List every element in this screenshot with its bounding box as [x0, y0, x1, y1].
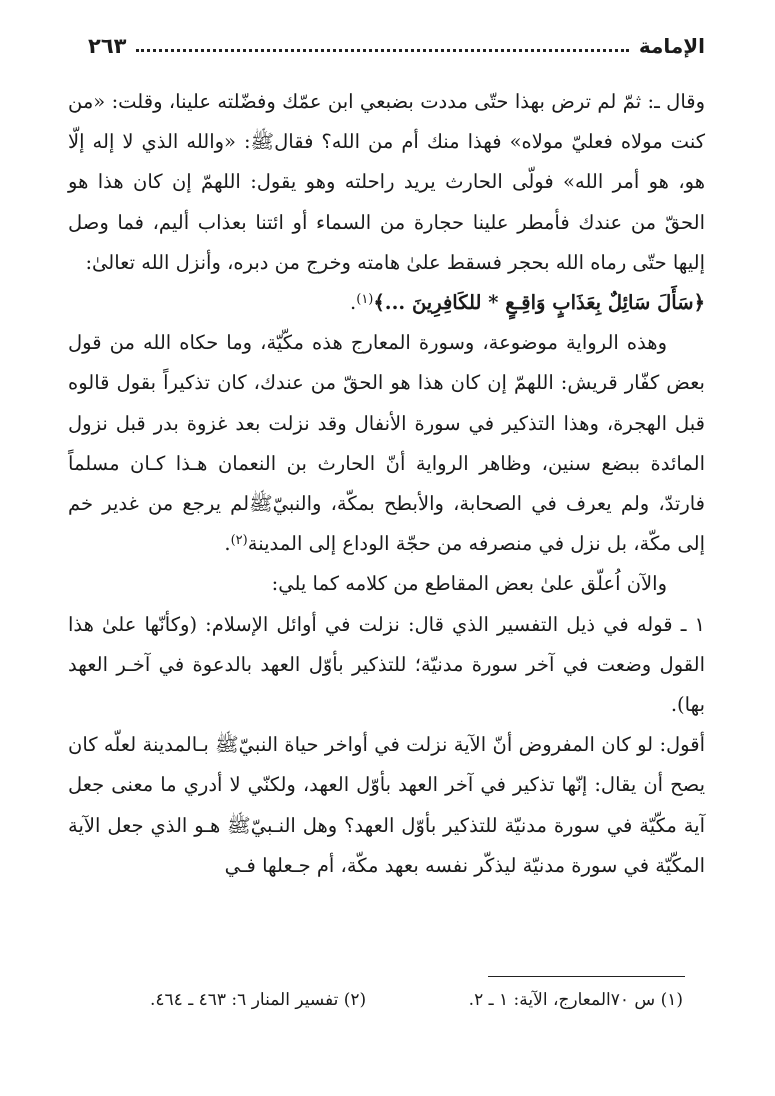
paragraph-1: وقال ـ: ثمّ لم ترض بهذا حتّى مددت بضبعي ابن عمّك وفضّلته علينا، وقلت: «من كنت مولاه فعليّ مولاه» فهذا منك أم من الله؟ فقالﷺ: «والله الذي لا إله إلّا هو، هو أمر الله» فولّى الحارث يريد راحلته وهو يقول: اللهمّ إن كان هذا هو الحقّ من عندك فأمطر علينا حجارة من السماء أو ائتنا بعذاب أليم، فما وصل إليها حتّى رماه الله بحجر فسقط علىٰ هامته وخرج من دبره، وأنزل الله تعالىٰ: ﴿سَأَلَ سَائِلٌ بِعَذَابٍ وَاقِـعٍ * للكَافِرِينَ ...﴾$^{(١)}$.: [68, 90, 705, 315]
footnote-1: (١) س ٧٠المعارج، الآية: ١ ـ ٢.: [468, 990, 683, 1010]
footnotes: [150, 990, 683, 1010]
paragraph-3: والآن اُعلّق علىٰ بعض المقاطع من كلامه كما يلي:: [271, 572, 667, 596]
page-number: ٢٦٣: [88, 34, 127, 58]
page-header: [88, 28, 705, 64]
paragraph-2-text: وهذه الرواية موضوعة، وسورة المعارج هذه مكّيّة، وما حكاه الله من قول بعض كفّار قريش: اللهمّ إن كان هذا هو الحقّ من عندك، كان تذكيراً بقول قالوه قبل الهجرة، وهذا التذكير في سورة الأنفال وقد نزلت بعد غزوة بدر قبل نزول المائدة ببضع سنين، وظاهر الرواية أنّ الحارث بن النعمان هـذا كـان مسلماً فارتدّ، ولم يعرف في الصحابة، والأبطح بمكّة، والنبيّﷺلم يرجع من غدير خم إلى مكّة، بل نزل في منصرفه من حجّة الوداع إلى المدينة: [68, 331, 705, 556]
running-title: الإمامة: [638, 34, 705, 58]
footnote-2: (٢) تفسير المنار ٦: ٤٦٣ ـ ٤٦٤.: [150, 990, 367, 1010]
footnote-mark-1: (١): [356, 292, 374, 308]
footnote-mark-2: (٢): [230, 533, 248, 549]
header-dotted-leader: [136, 49, 628, 52]
paragraph-1-text: وقال ـ: ثمّ لم ترض بهذا حتّى مددت بضبعي ابن عمّك وفضّلته علينا، وقلت: «من كنت مولاه فعليّ مولاه» فهذا منك أم من الله؟ فقالﷺ: «والله الذي لا إله إلّا هو، هو أمر الله» فولّى الحارث يريد راحلته وهو يقول: اللهمّ إن كان هذا هو الحقّ من عندك فأمطر علينا حجارة من السماء أو ائتنا بعذاب أليم، فما وصل إليها حتّى رماه الله بحجر فسقط علىٰ هامته وخرج من دبره، وأنزل الله تعالىٰ:: [68, 90, 705, 274]
quran-verse: ﴿سَأَلَ سَائِلٌ بِعَذَابٍ وَاقِـعٍ * للكَافِرِينَ ...﴾: [373, 291, 705, 315]
paragraph-5: أقول: لو كان المفروض أنّ الآية نزلت في أواخر حياة النبيّﷺ بـالمدينة لعلّه كان يصح أن يقال: إنّها تذكير في آخر العهد بأوّل العهد، ولكنّي لا أدري ما معنى جعل آية مكّيّة في سورة مدنيّة للتذكير بأوّل العهد؟ وهل النـبيّﷺ هـو الذي جعل الآية المكّيّة في سورة مدنيّة ليذكّر نفسه بعهد مكّة، أم جـعلها فـي: [68, 733, 705, 877]
paragraph-4: ١ ـ قوله في ذيل التفسير الذي قال: نزلت في أوائل الإسلام: (وكأنّها علىٰ هذا القول وضعت في آخر سورة مدنيّة؛ للتذكير بأوّل العهد بالدعوة في آخـر العهد بها).: [68, 612, 705, 717]
footnote-separator: [488, 976, 685, 977]
paragraph-2: وهذه الرواية موضوعة، وسورة المعارج هذه مكّيّة، وما حكاه الله من قول بعض كفّار قريش: اللهمّ إن كان هذا هو الحقّ من عندك، كان تذكيراً بقول قالوه قبل الهجرة، وهذا التذكير في سورة الأنفال وقد نزلت بعد غزوة بدر قبل نزول المائدة ببضع سنين، وظاهر الرواية أنّ الحارث بن النعمان هـذا كـان مسلماً فارتدّ، ولم يعرف في الصحابة، والأبطح بمكّة، والنبيّﷺلم يرجع من غدير خم إلى مكّة، بل نزل في منصرفه من حجّة الوداع إلى المدينة$^{(٢)}$.: [68, 331, 705, 556]
page-body: [68, 82, 705, 886]
